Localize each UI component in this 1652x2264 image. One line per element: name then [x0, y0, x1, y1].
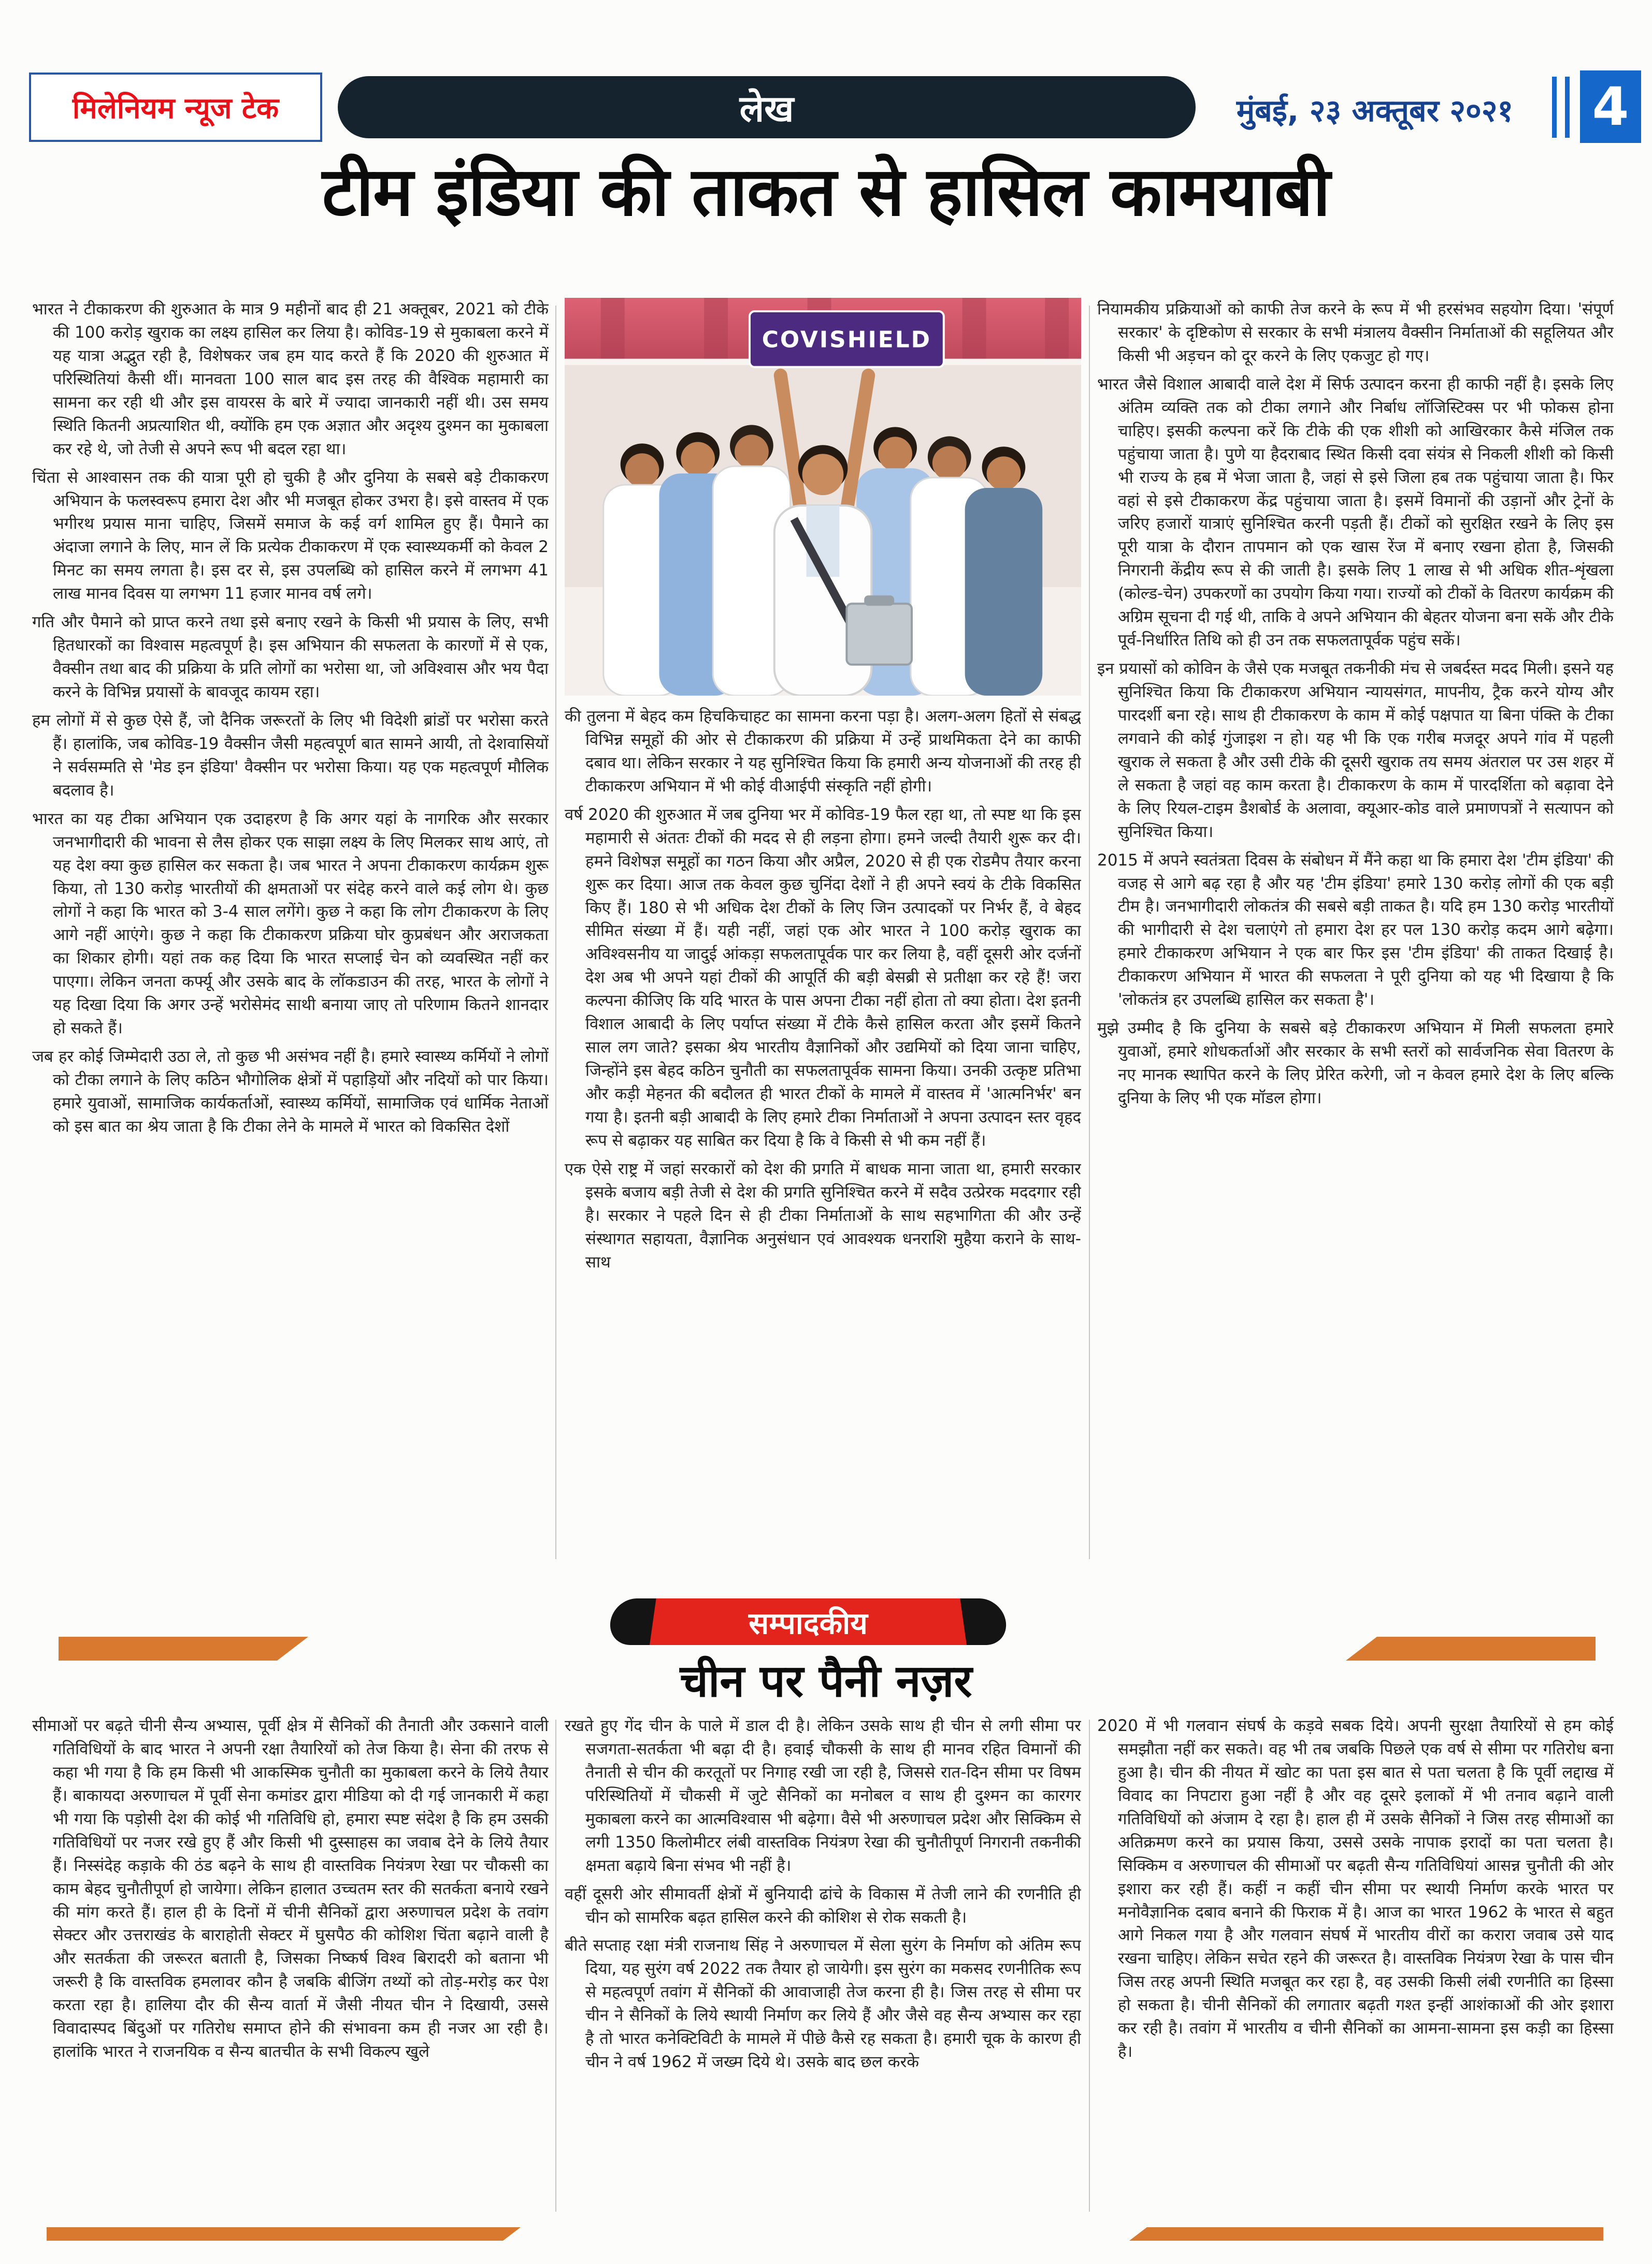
column-divider — [1089, 1720, 1090, 2212]
paragraph: वहीं दूसरी ओर सीमावर्ती क्षेत्रों में बुनियादी ढांचे के विकास में तेजी लाने की रणनीति ही चीन को सामरिक बढ़त हासिल करने की कोशिश से रोक सकती है। — [565, 1884, 1081, 1927]
covishield-banner-label: COVISHIELD — [762, 326, 932, 353]
section-banner — [338, 76, 1196, 138]
vaccine-carrier-box — [846, 596, 912, 665]
paragraph: भारत ने टीकाकरण की शुरुआत के मात्र 9 महीनों बाद ही 21 अक्तूबर, 2021 को टीके की 100 करोड़ खुराक का लक्ष्य हासिल कर लिया है। कोविड-19 से मुकाबला करने में यह यात्रा अद्भुत रही है, विशेषकर जब हम याद करते हैं कि 2020 की शुरुआत में परिस्थितियां कैसी थीं। मानवता 100 साल बाद इस तरह की वैश्विक महामारी का सामना कर रही थी और इस वायरस के बारे में ज्यादा जानकारी नहीं थी। उस समय स्थिति कितनी अप्रत्याशित थी, क्योंकि हम एक अज्ञात और अदृश्य दुश्मन का मुकाबला कर रहे थे, जो तेजी से अपने रूप भी बदल रहा था। — [32, 300, 549, 458]
covishield-banner — [750, 311, 944, 367]
column-divider — [555, 306, 556, 1559]
column-divider — [1089, 306, 1090, 1559]
article-photo — [565, 298, 1081, 696]
masthead: मिलेनियम न्यूज टेक — [29, 73, 322, 142]
page-number-badge: 4 — [1580, 70, 1641, 143]
editorial-column-3 — [1097, 1714, 1614, 2225]
paragraph: नियामकीय प्रक्रियाओं को काफी तेज करने के रूप में भी हरसंभव सहयोग दिया। 'संपूर्ण सरकार' के दृष्टिकोण से सरकार के सभी मंत्रालय वैक्सीन निर्माताओं की सहूलियत और किसी भी अड़चन को दूर करने के लिए एकजुट हो गए। — [1097, 300, 1614, 365]
paragraph: मुझे उम्मीद है कि दुनिया के सबसे बड़े टीकाकरण अभियान में मिली सफलता हमारे युवाओं, हमारे शोधकर्ताओं और सरकार के सभी स्तरों को सार्वजनिक सेवा वितरण के नए मानक स्थापित करने के लिए प्रेरित करेगी, जो न केवल हमारे देश के लिए बल्कि दुनिया के लिए भी एक मॉडल होगा। — [1097, 1019, 1614, 1107]
editorial-column-1 — [32, 1714, 549, 2225]
paragraph: की तुलना में बेहद कम हिचकिचाहट का सामना करना पड़ा है। अलग-अलग हितों से संबद्ध विभिन्न समूहों की ओर से टीकाकरण की प्रक्रिया में उन्हें प्राथमिकता देने का काफी दबाव था। लेकिन सरकार ने यह सुनिश्चित किया कि हमारी अन्य योजनाओं की तरह ही टीकाकरण अभियान में भी कोई वीआईपी संस्कृति नहीं होगी। — [565, 707, 1081, 796]
paragraph: सीमाओं पर बढ़ते चीनी सैन्य अभ्यास, पूर्वी क्षेत्र में सैनिकों की तैनाती और उकसाने वाली गतिविधियों के बाद भारत ने अपनी रक्षा तैयारियों को तेज किया है। सेना की तरफ से कहा भी गया है कि हम किसी भी आकस्मिक चुनौती का मुकाबला करने के लिये तैयार हैं। बाकायदा अरुणाचल में पूर्वी सेना कमांडर द्वारा मीडिया को दी गई जानकारी में कहा भी गया कि पड़ोसी देश की कोई भी गतिविधि हो, हमारा स्पष्ट संदेश है कि हम उसकी गतिविधियों पर नजर रखे हुए हैं और किसी भी दुस्साहस का जवाब देने के लिये तैयार हैं। निस्संदेह कड़ाके की ठंड बढ़ने के साथ ही वास्तविक नियंत्रण रेखा पर चौकसी का काम बेहद चुनौतीपूर्ण हो जायेगा। लेकिन हालात उच्चतम स्तर की सतर्कता बनाये रखने की मांग करते हैं। हाल ही के दिनों में चीनी सैनिकों द्वारा अरुणाचल प्रदेश के तवांग सेक्टर और उत्तराखंड के बाराहोती सेक्टर में घुसपैठ की कोशिश चिंता बढ़ाने वाली है और सतर्कता की जरूरत बताती है, जिसका निष्कर्ष विश्व बिरादरी को बताना भी जरूरी है कि वास्तविक हमलावर कौन है जबकि बीजिंग तथ्यों को तोड़-मरोड़ कर पेश करता रहा है। हालिया दौर की सैन्य वार्ता में जैसी नीयत चीन ने दिखायी, उससे विवादास्पद बिंदुओं पर गतिरोध समाप्त होने की संभावना कम ही नजर आ रही है। हालांकि भारत ने राजनयिक व सैन्य बातचीत के सभी विकल्प खुले — [32, 1717, 549, 2061]
paragraph: वर्ष 2020 की शुरुआत में जब दुनिया भर में कोविड-19 फैल रहा था, तो स्पष्ट था कि इस महामारी से अंततः टीकों की मदद से ही लड़ना होगा। हमने जल्दी तैयारी शुरू कर दी। हमने विशेषज्ञ समूहों का गठन किया और अप्रैल, 2020 से ही एक रोडमैप तैयार करना शुरू कर दिया। आज तक केवल कुछ चुनिंदा देशों ने ही अपने स्वयं के टीके विकसित किए हैं। 180 से भी अधिक देश टीकों के लिए जिन उत्पादकों पर निर्भर हैं, वे बेहद सीमित संख्या में हैं। यही नहीं, जहां एक ओर भारत ने 100 करोड़ खुराक का अविश्वसनीय या जादुई आंकड़ा सफलतापूर्वक पार कर लिया है, वहीं दूसरी ओर दर्जनों देश अब भी अपने यहां टीकों की आपूर्ति की बड़ी बेसब्री से प्रतीक्षा कर रहे हैं! जरा कल्पना कीजिए कि यदि भारत के पास अपना टीका नहीं होता तो क्या होता। देश इतनी विशाल आबादी के लिए पर्याप्त संख्या में टीके कैसे हासिल करता और इसमें कितने साल लग जाते? इसका श्रेय भारतीय वैज्ञानिकों और उद्यमियों को दिया जाना चाहिए, जिन्होंने इस बेहद कठिन चुनौती का सफलतापूर्वक सामना किया। उनकी उत्कृष्ट प्रतिभा और कड़ी मेहनत की बदौलत ही भारत टीकों के मामले में वास्तव में 'आत्मनिर्भर' बन गया है। इतनी बड़ी आबादी के लिए हमारे टीका निर्माताओं ने अपना उत्पादन स्तर वृहद रूप से बढ़ाकर यह साबित कर दिया है कि वे किसी से भी कम नहीं हैं। — [565, 805, 1081, 1150]
paragraph: जब हर कोई जिम्मेदारी उठा ले, तो कुछ भी असंभव नहीं है। हमारे स्वास्थ्य कर्मियों ने लोगों को टीका लगाने के लिए कठिन भौगोलिक क्षेत्रों में पहाड़ियों और नदियों को पार किया। हमारे युवाओं, सामाजिक कार्यकर्ताओं, स्वास्थ्य कर्मियों, सामाजिक एवं धार्मिक नेताओं को इस बात का श्रेय जाता है कि टीका लेने के मामले में भारत को विकसित देशों — [32, 1047, 549, 1136]
paragraph: इन प्रयासों को कोविन के जैसे एक मजबूत तकनीकी मंच से जबर्दस्त मदद मिली। इसने यह सुनिश्चित किया कि टीकाकरण अभियान न्यायसंगत, मापनीय, ट्रैक करने योग्य और पारदर्शी बना रहे। साथ ही टीकाकरण के काम में कोई पक्षपात या बिना पंक्ति के टीका लगवाने की कोई गुंजाइश न हो। यह भी कि एक गरीब मजदूर अपने गांव में पहली खुराक ले सकता है और उसी टीके की दूसरी खुराक तय समय अंतराल पर उस शहर में ले सकता है जहां वह काम करता है। टीकाकरण के काम में पारदर्शिता को बढ़ावा देने के लिए रियल-टाइम डैशबोर्ड के अलावा, क्यूआर-कोड वाले प्रमाणपत्रों ने सत्यापन को सुनिश्चित किया। — [1097, 659, 1614, 841]
paragraph: हम लोगों में से कुछ ऐसे हैं, जो दैनिक जरूरतों के लिए भी विदेशी ब्रांडों पर भरोसा करते हैं। हालांकि, जब कोविड-19 वैक्सीन जैसी महत्वपूर्ण बात सामने आयी, तो देशवासियों ने सर्वसम्मति से 'मेड इन इंडिया' वैक्सीन पर भरोसा किया। यह एक महत्वपूर्ण मौलिक बदलाव है। — [32, 711, 549, 800]
paragraph: बीते सप्ताह रक्षा मंत्री राजनाथ सिंह ने अरुणाचल में सेला सुरंग के निर्माण को अंतिम रूप दिया, यह सुरंग वर्ष 2022 तक तैयार हो जायेगी। इस सुरंग का मकसद रणनीतिक रूप से महत्वपूर्ण तवांग में सैनिकों की आवाजाही तेज करना ही है। जिस तरह से सीमा पर चीन ने सैनिकों के लिये स्थायी निर्माण कर लिये हैं और जैसे वह सैन्य अभ्यास कर रहा है तो भारत कनेक्टिविटी के मामले में पीछे कैसे रह सकता है। हमारी चूक के कारण ही चीन ने वर्ष 1962 में जख्म दिये थे। उसके बाद छल करके — [565, 1936, 1081, 2072]
article-column-2 — [565, 298, 1081, 1569]
editorial-column-2 — [565, 1714, 1081, 2225]
paragraph: भारत जैसे विशाल आबादी वाले देश में सिर्फ उत्पादन करना ही काफी नहीं है। इसके लिए अंतिम व्यक्ति तक को टीका लगाने और निर्बाध लॉजिस्टिक्स पर भी फोकस होना चाहिए। इसकी कल्पना करें कि टीके की एक शीशी को आखिरकार कैसे मंजिल तक पहुंचाया जाता है। पुणे या हैदराबाद स्थित किसी दवा संयंत्र से निकली शीशी को किसी भी राज्य के हब में भेजा जाता है, जहां से इसे जिला हब तक पहुंचाया जाता है। फिर वहां से इसे टीकाकरण केंद्र पहुंचाया जाता है। इसमें विमानों की उड़ानों और ट्रेनों के जरिए हजारों यात्राएं सुनिश्चित करनी पड़ती हैं। टीकों को सुरक्षित रखने के लिए इस पूरी यात्रा के दौरान तापमान को एक खास रेंज में बनाए रखना होता है, जिसकी निगरानी केंद्रीय रूप से की जाती है। इसके लिए 1 लाख से भी अधिक शीत-शृंखला (कोल्ड-चेन) उपकरणों का उपयोग किया गया। राज्यों को टीकों के वितरण कार्यक्रम की अग्रिम सूचना दी गई थी, ताकि वे अपने अभियान की बेहतर योजना बना सकें और टीके पूर्व-निर्धारित तिथि को ही उन तक सफलतापूर्वक पहुंच सकें। — [1097, 374, 1614, 650]
paragraph: रखते हुए गेंद चीन के पाले में डाल दी है। लेकिन उसके साथ ही चीन से लगी सीमा पर सजगता-सतर्कता भी बढ़ा दी है। हवाई चौकसी के साथ ही मानव रहित विमानों की तैनाती से चीन की करतूतों पर निगाह रखी जा रही है, जिससे रात-दिन सीमा पर विषम परिस्थितियों में चौकसी में जुटे सैनिकों का मनोबल व साथ ही दुश्मन का कारगर मुकाबला करने का आत्मविश्वास भी बढ़ेगा। वैसे भी अरुणाचल प्रदेश और सिक्किम से लगी 1350 किलोमीटर लंबी वास्तविक नियंत्रण रेखा की चुनौतीपूर्ण निगरानी तकनीकी क्षमता बढ़ाये बिना संभव भी नहीं है। — [565, 1717, 1081, 1875]
article-column-3 — [1097, 298, 1614, 1569]
double-bar-separator — [1552, 77, 1570, 138]
paragraph: चिंता से आश्वासन तक की यात्रा पूरी हो चुकी है और दुनिया के सबसे बड़े टीकाकरण अभियान के फलस्वरूप हमारा देश और भी मजबूत होकर उभरा है। इसे वास्तव में एक भगीरथ प्रयास माना चाहिए, जिसमें समाज के कई वर्ग शामिल हुए हैं। पैमाने का अंदाजा लगाने के लिए, मान लें कि प्रत्येक टीकाकरण में एक स्वास्थ्यकर्मी को केवल 2 मिनट का समय लगता है। इस दर से, इस उपलब्धि को हासिल करने में लगभग 41 लाख मानव दिवस या लगभग 11 हजार मानव वर्ष लगे। — [32, 468, 549, 603]
orange-footer-bar-left — [47, 2227, 521, 2241]
column-divider — [555, 1720, 556, 2212]
paragraph: 2015 में अपने स्वतंत्रता दिवस के संबोधन में मैंने कहा था कि हमारा देश 'टीम इंडिया' की वजह से आगे बढ़ रहा है और यह 'टीम इंडिया' हमारे 130 करोड़ लोगों की एक बड़ी टीम है। जनभागीदारी लोकतंत्र की सबसे बड़ी ताकत है। यदि हम 130 करोड़ भारतीयों की भागीदारी से देश चलाएंगे तो हमारा देश हर पल 130 करोड़ कदम आगे बढ़ेगा। हमारे टीकाकरण अभियान ने एक बार फिर इस 'टीम इंडिया' की ताकत दिखाई है। टीकाकरण अभियान में भारत की सफलता ने पूरी दुनिया को यह भी दिखाया है कि 'लोकतंत्र हर उपलब्धि हासिल कर सकता है'। — [1097, 850, 1614, 1010]
paragraph: भारत का यह टीका अभियान एक उदाहरण है कि अगर यहां के नागरिक और सरकार जनभागीदारी की भावना से लैस होकर एक साझा लक्ष्य के लिए मिलकर साथ आएं, तो यह देश क्या कुछ हासिल कर सकता है। जब भारत ने अपना टीकाकरण कार्यक्रम शुरू किया, तो 130 करोड़ भारतीयों की क्षमताओं पर संदेह करने वाले कई लोग थे। कुछ लोगों ने कहा कि भारत को 3-4 साल लगेंगे। कुछ ने कहा कि लोग टीकाकरण के लिए आगे नहीं आएंगे। कुछ ने कहा कि टीकाकरण प्रक्रिया घोर कुप्रबंधन और अराजकता का शिकार होगी। यहां तक कह दिया कि भारत सप्लाई चेन को व्यवस्थित नहीं कर पाएगा। लेकिन जनता कर्फ्यू और उसके बाद के लॉकडाउन की तरह, भारत के लोगों ने यह दिखा दिया कि अगर उन्हें भरोसेमंद साथी बनाया जाए तो परिणाम कितने शानदार हो सकते हैं। — [32, 809, 549, 1038]
dateline: मुंबई, २३ अक्तूबर २०२१ — [1236, 93, 1514, 128]
editorial-kicker: सम्पादकीय — [650, 1598, 967, 1645]
paragraph: 2020 में भी गलवान संघर्ष के कड़वे सबक दिये। अपनी सुरक्षा तैयारियों से हम कोई समझौता नहीं कर सकते। वह भी तब जबकि पिछले एक वर्ष से सीमा पर गतिरोध बना हुआ है। चीन की नीयत में खोट का पता इस बात से पता चलता है कि पूर्वी लद्दाख में विवाद का निपटारा हुआ नहीं है और वह दूसरे इलाकों में भी तनाव बढ़ाने वाली गतिविधियों को अंजाम दे रहा है। हाल ही में उसके सैनिकों ने जिस तरह सीमाओं का अतिक्रमण करने का प्रयास किया, उससे उसके नापाक इरादों का पता चलता है। सिक्किम व अरुणाचल की सीमाओं पर बढ़ती सैन्य गतिविधियां आसन्न चुनौती की ओर इशारा कर रही हैं। कहीं न कहीं चीन सीमा पर स्थायी निर्माण करके भारत पर मनोवैज्ञानिक दबाव बनाने की फिराक में है। आज का भारत 1962 के भारत से बहुत आगे निकल गया है और गलवान संघर्ष में भारतीय वीरों का करारा जवाब उसे याद रखना चाहिए। लेकिन सचेत रहने की जरूरत है। वास्तविक नियंत्रण रेखा के पास चीन जिस तरह अपनी स्थिति मजबूत कर रहा है, वह उसकी किसी लंबी रणनीति का हिस्सा हो सकता है। चीनी सैनिकों की लगातार बढ़ती गश्त इन्हीं आशंकाओं की ओर इशारा कर रही है। तवांग में भारतीय व चीनी सैनिकों का आमना-सामना इस कड़ी का हिस्सा है। — [1097, 1717, 1614, 2061]
editorial-kicker-banner — [607, 1598, 1009, 1645]
banner-cap-right — [960, 1598, 1009, 1645]
main-headline: टीम इंडिया की ताकत से हासिल कामयाबी — [322, 152, 1330, 231]
section-label: लेख — [739, 88, 794, 130]
paragraph: एक ऐसे राष्ट्र में जहां सरकारों को देश की प्रगति में बाधक माना जाता था, हमारी सरकार इसके बजाय बड़ी तेजी से देश की प्रगति सुनिश्चित करने में सदैव उत्प्रेरक मददगार रही है। सरकार ने पहले दिन से ही टीका निर्माताओं के साथ सहभागिता की और उन्हें संस्थागत सहायता, वैज्ञानिक अनुसंधान एवं आवश्यक धनराशि मुहैया कराने के साथ-साथ — [565, 1159, 1081, 1272]
orange-footer-bar-right — [1129, 2227, 1603, 2241]
banner-cap-left — [607, 1598, 656, 1645]
article-column-1 — [32, 298, 549, 1569]
paragraph: गति और पैमाने को प्राप्त करने तथा इसे बनाए रखने के किसी भी प्रयास के लिए, सभी हितधारकों का विश्वास महत्वपूर्ण है। इस अभियान की सफलता के कारणों में से एक, वैक्सीन तथा बाद की प्रक्रिया के प्रति लोगों का भरोसा था, जो अविश्वास और भय पैदा करने के विभिन्न प्रयासों के बावजूद कायम रहा। — [32, 613, 549, 701]
editorial-headline: चीन पर पैनी नज़र — [680, 1655, 972, 1707]
